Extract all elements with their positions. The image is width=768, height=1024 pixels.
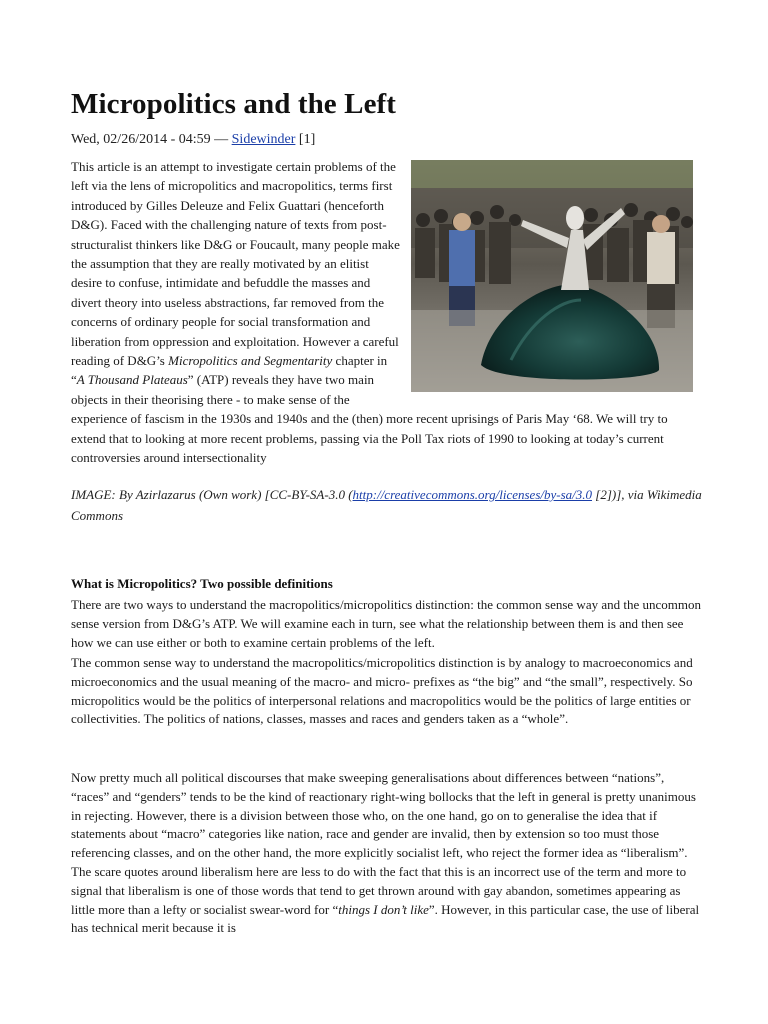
intro-text-2: chapter in “ bbox=[71, 353, 388, 388]
image-credit bbox=[71, 484, 711, 526]
article-title: Micropolitics and the Left bbox=[71, 88, 397, 120]
credit-suffix: [2])], via Wikimedia Commons bbox=[71, 487, 702, 523]
paragraph-1: There are two ways to understand the macropolitics/micropolitics distinction: the common sense way and the uncommon sense version from D&G’s ATP. We will examine each in turn, see what the relationship between them is and then see how we can use either or both to examine certain problems of the left. bbox=[71, 597, 701, 650]
intro-book-title: A Thousand Plateaus bbox=[76, 372, 188, 388]
paragraph-3-text: Now pretty much all political discourses that make sweeping generalisations about differences between “nations”, “races” and “genders” tends to be the kind of reactionary right-wing bollocks that the left in general is pretty unanimous in rejecting. However, there is a division between those who, on the one hand, go on to generalise the idea that if statements about “macro” categories like nation, race and gender are invalid, then by extension so too must those referencing classes, and on the other hand, the more explicitly socialist left, who reject the former idea as “liberalism”. The scare quotes around liberalism here are less to do with the fact that this is an incorrect use of the term and more to signal that liberalism is one of those words that tend to get thrown around with gay abandon, sometimes appearing as little more than a lefty or socialist swear-word for “ bbox=[71, 770, 696, 917]
author-link[interactable]: Sidewinder bbox=[231, 132, 296, 147]
intro-text-3: ” (ATP) reveals they have two main objects in their theorising there - to make sense of the experience of fascism in the 1930s and 1940s and the (then) more recent uprisings of Paris May ‘68. We will try to extend that to looking at more recent problems, passing via the Poll Tax riots of 1990 to looking at today’s current controversies around intersectionality bbox=[71, 372, 668, 466]
section-heading: What is Micropolitics? Two possible definitions bbox=[71, 576, 333, 591]
post-date: Wed, 02/26/2014 - 04:59 bbox=[71, 132, 211, 147]
intro-text-1: This article is an attempt to investigate certain problems of the left via the lens of micropolitics and macropolitics, terms first introduced by Gilles Deleuze and Felix Guattari (henceforth D&G). Faced with the challenging nature of texts from post-structuralist thinkers like D&G or Foucault, many people make the assumption that they are really motivated by an elitist desire to confuse, intimidate and befuddle the masses and divert theory into useless abstractions, far removed from the concerns of ordinary people for social transformation and liberation from oppression and exploitation. However a careful reading of D&G’s bbox=[71, 159, 400, 369]
paragraph-3-end: ”. However, in this particular case, the use of liberal has technical merit because it is bbox=[71, 901, 700, 936]
paragraph-3-italic: things I don’t like bbox=[338, 901, 429, 917]
credit-prefix: IMAGE: By Azirlazarus (Own work) [CC-BY-SA-3.0 ( bbox=[71, 487, 353, 502]
intro-chapter-title: Micropolitics and Segmentarity bbox=[168, 353, 333, 369]
author-ref: [1] bbox=[295, 132, 316, 147]
byline-separator: — bbox=[210, 132, 232, 147]
paragraph-2: The common sense way to understand the macropolitics/micropolitics distinction is by analogy to macroeconomics and microeconomics and the usual meaning of the macro- and micro- prefixes as “the big” and “the small”, respectively. So micropolitics would be the politics of interpersonal relations and macropolitics would be the politics of large entities or collectivities. The politics of nations, classes, masses and races and genders taken as a “whole”. bbox=[71, 655, 693, 727]
paragraph-3 bbox=[71, 769, 703, 938]
intro-block bbox=[71, 157, 693, 468]
license-link[interactable]: http://creativecommons.org/licenses/by-sa/3.0 bbox=[352, 487, 593, 502]
dervish-photo bbox=[411, 160, 693, 392]
photo-illustration bbox=[411, 160, 693, 392]
byline bbox=[71, 132, 315, 148]
